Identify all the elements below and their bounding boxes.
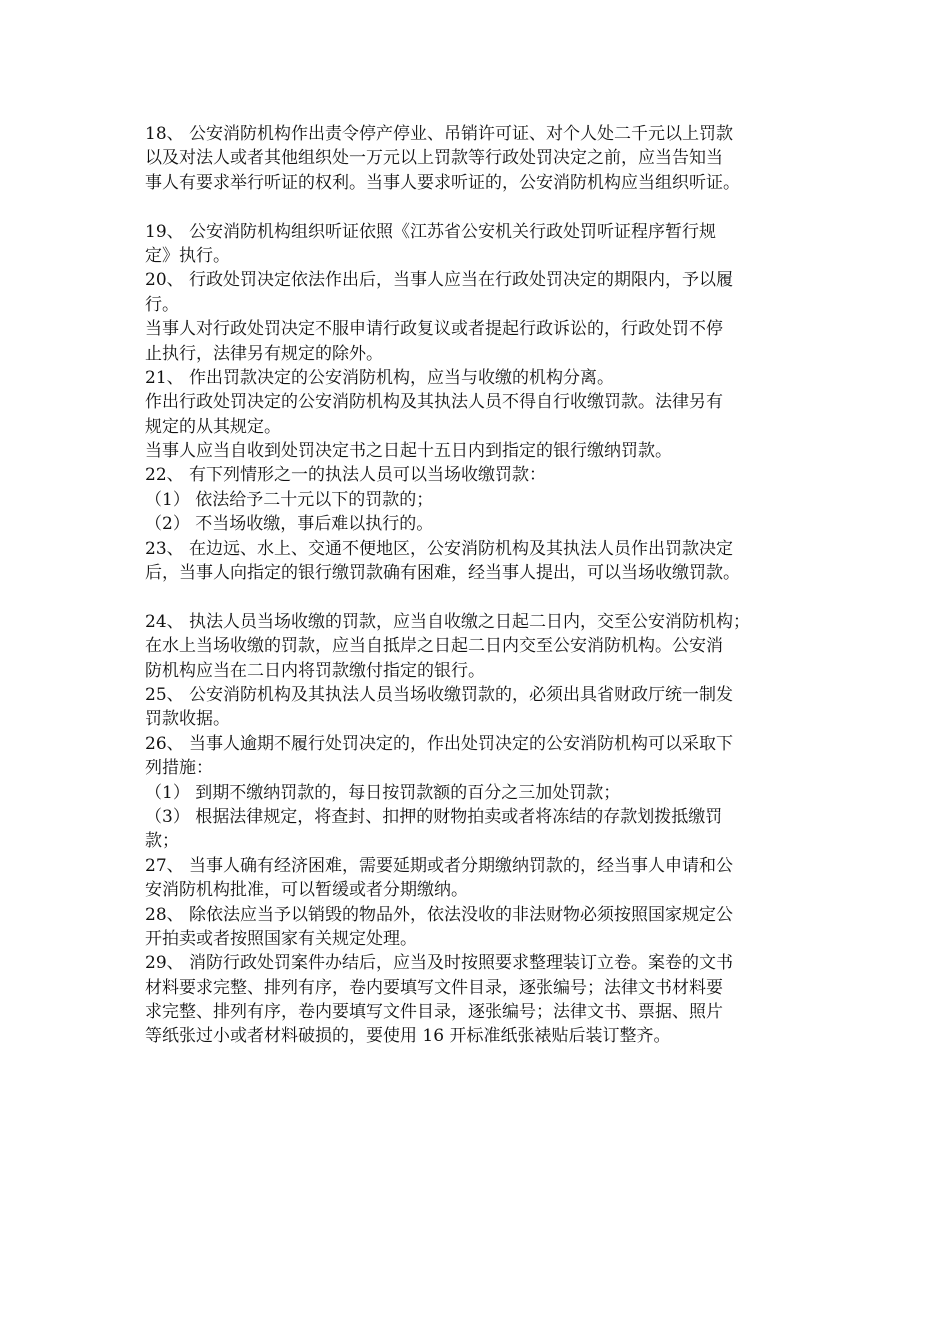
- text-line: 列措施：: [145, 758, 213, 779]
- text-line: 后，当事人向指定的银行缴罚款确有困难，经当事人提出，可以当场收缴罚款。: [145, 563, 740, 584]
- text-line: 19、 公安消防机构组织听证依照《江苏省公安机关行政处罚听证程序暂行规: [145, 221, 717, 242]
- text-line: 罚款收据。: [145, 709, 230, 730]
- text-line: 22、 有下列情形之一的执法人员可以当场收缴罚款：: [145, 465, 547, 486]
- text-line: 26、 当事人逾期不履行处罚决定的，作出处罚决定的公安消防机构可以采取下: [145, 733, 734, 754]
- text-line: 23、 在边远、水上、交通不便地区，公安消防机构及其执法人员作出罚款决定: [145, 538, 734, 559]
- text-line: 材料要求完整、排列有序，卷内要填写文件目录，逐张编号；法律文书材料要: [145, 977, 723, 998]
- text-line: 27、 当事人确有经济困难，需要延期或者分期缴纳罚款的，经当事人申请和公: [145, 855, 734, 876]
- text-line: 当事人对行政处罚决定不服申请行政复议或者提起行政诉讼的，行政处罚不停: [145, 319, 723, 340]
- text-line: （3） 根据法律规定，将查封、扣押的财物拍卖或者将冻结的存款划拨抵缴罚: [145, 806, 723, 827]
- text-line: 18、 公安消防机构作出责令停产停业、吊销许可证、对个人处二千元以上罚款: [145, 124, 734, 144]
- document-body: [145, 122, 825, 1049]
- text-line: 作出行政处罚决定的公安消防机构及其执法人员不得自行收缴罚款。法律另有: [145, 392, 723, 413]
- text-line: 21、 作出罚款决定的公安消防机构，应当与收缴的机构分离。: [145, 367, 615, 388]
- text-line: 28、 除依法应当予以销毁的物品外，依法没收的非法财物必须按照国家规定公: [145, 904, 734, 925]
- text-line: 29、 消防行政处罚案件办结后，应当及时按照要求整理装订立卷。案卷的文书: [145, 953, 734, 974]
- text-line: 开拍卖或者按照国家有关规定处理。: [145, 928, 417, 949]
- text-line: 事人有要求举行听证的权利。当事人要求听证的，公安消防机构应当组织听证。: [145, 172, 740, 193]
- text-line: 行。: [145, 294, 179, 315]
- text-line: （1） 依法给予二十元以下的罚款的；: [145, 489, 434, 510]
- text-line: 以及对法人或者其他组织处一万元以上罚款等行政处罚决定之前，应当告知当: [145, 148, 723, 169]
- text-line: 款；: [145, 831, 179, 852]
- text-line: 止执行，法律另有规定的除外。: [145, 343, 383, 364]
- text-line: （2） 不当场收缴，事后难以执行的。: [145, 514, 434, 535]
- text-line: 求完整、排列有序，卷内要填写文件目录，逐张编号；法律文书、票据、照片: [145, 1002, 723, 1023]
- text-line: （1） 到期不缴纳罚款的，每日按罚款额的百分之三加处罚款；: [145, 782, 621, 803]
- blank-line: [145, 195, 825, 219]
- blank-line: [145, 585, 825, 609]
- text-line: 25、 公安消防机构及其执法人员当场收缴罚款的，必须出具省财政厅统一制发: [145, 684, 734, 705]
- text-line: 防机构应当在二日内将罚款缴付指定的银行。: [145, 660, 485, 681]
- text-line: 定》执行。: [145, 245, 230, 266]
- text-line: 24、 执法人员当场收缴的罚款，应当自收缴之日起二日内，交至公安消防机构；: [145, 611, 751, 632]
- text-line: 规定的从其规定。: [145, 416, 281, 437]
- text-line: 安消防机构批准，可以暂缓或者分期缴纳。: [145, 880, 468, 901]
- text-line: 当事人应当自收到处罚决定书之日起十五日内到指定的银行缴纳罚款。: [145, 441, 672, 462]
- text-line: 在水上当场收缴的罚款，应当自抵岸之日起二日内交至公安消防机构。公安消: [145, 636, 723, 657]
- text-line: 等纸张过小或者材料破损的，要使用 16 开标准纸张裱贴后装订整齐。: [145, 1026, 671, 1047]
- text-line: 20、 行政处罚决定依法作出后，当事人应当在行政处罚决定的期限内，予以履: [145, 270, 734, 291]
